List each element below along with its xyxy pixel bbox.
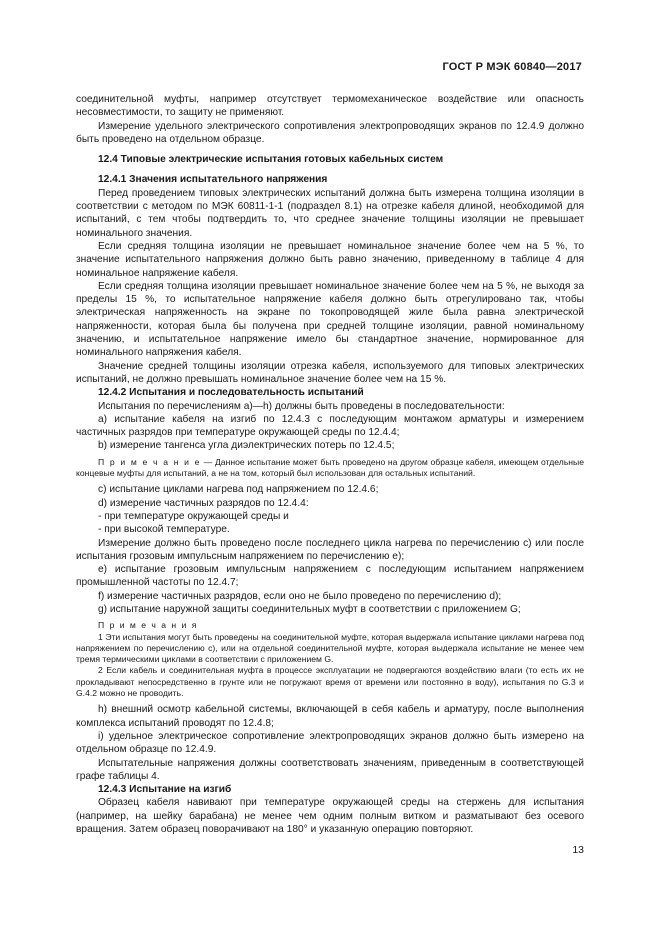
list-item-g: g) испытание наружной защиты соединительных муфт в соответствии с приложением G; — [98, 603, 521, 615]
sub-list-item: - при высокой температуре. — [98, 524, 230, 536]
list-item-e: е) испытание грозовым импульсным напряжением с последующим испытанием напряжением промышленной частоты по 12.4.7; — [76, 564, 584, 589]
list-item-h: h) внешний осмотр кабельной системы, включающей в себя кабель и арматуру, после выполнения комплекса испытаний проводят по 12.4.8; — [76, 704, 584, 729]
note-label: П р и м е ч а н и е — [98, 456, 201, 467]
paragraph: Измерение должно быть проведено после последнего цикла нагрева по перечислению с) или после испытания грозовым импульсным напряжением по перечислению е); — [76, 537, 584, 562]
note-2: 2 Если кабель и соединительная муфта в процессе эксплуатации не подвергаются воздействию влаги (то есть их не прокладывают непосредственно в грунте или не погружают время от времени или постоянно в воду), испытания по G.3 и G.4.2 можно не проводить. — [76, 665, 584, 699]
subsection-heading-12-4-2: 12.4.2 Испытания и последовательность испытаний — [98, 387, 364, 399]
subsection-heading-12-4-3: 12.4.3 Испытание на изгиб — [98, 784, 232, 796]
list-item-d: d) измерение частичных разрядов по 12.4.4: — [98, 497, 309, 509]
paragraph: Измерение удельного электрического сопротивления электропроводящих экранов по 12.4.9 должно быть проведено на отдельном образце. — [76, 120, 584, 145]
paragraph: соединительной муфты, например отсутствует термомеханическое воздействие или опасность несовместимости, то защиту не применяют. — [76, 94, 584, 119]
paragraph: Образец кабеля навивают при температуре окружающей среды на стержень для испытания (например, на шейку барабана) не менее чем одним полным витком и разматывают без осевого вращения. Затем образец поворачивают на 180° и указанную операцию повторяют. — [76, 797, 584, 836]
list-item-b: b) измерение тангенса угла диэлектрических потерь по 12.4.5; — [98, 440, 395, 452]
note-text: — Данное испытание может быть проведено на другом образце кабеля, имеющем отдельные концевые муфты для испытаний, а не на том, который был использован для остальных испытаний. — [76, 456, 584, 479]
standard-header: ГОСТ Р МЭК 60840—2017 — [442, 61, 582, 73]
list-item-c: с) испытание циклами нагрева под напряжением по 12.4.6; — [98, 484, 379, 496]
notes-label: П р и м е ч а н и я — [98, 620, 198, 631]
note-1: 1 Эти испытания могут быть проведены на соединительной муфте, которая выдержала испытание циклами нагрева под напряжением по перечислению с), или на отдельной соединительной муфте, которая выдержала испытание не менее чем тремя термическими циклами в соответствии с приложением G. — [76, 631, 584, 665]
list-item-a: а) испытание кабеля на изгиб по 12.4.3 с последующим монтажом арматуры и измерением частичных разрядов при температуре окружающей среды по 12.4.4; — [76, 413, 584, 439]
subsection-heading-12-4-1: 12.4.1 Значения испытательного напряжения — [98, 174, 328, 186]
document-body — [76, 93, 584, 836]
list-item-f: f) измерение частичных разрядов, если оно не было проведено по перечислению d); — [98, 590, 502, 602]
note — [76, 457, 584, 480]
paragraph: Если средняя толщина изоляции превышает номинальное значение более чем на 5 %, не выходя за пределы 15 %, то испытательное напряжение кабеля должно быть отрегулировано так, чтобы электрическая напряженность на экране по токопроводящей жиле была равна электрической напряженности, которая была бы получена при средней толщине изоляции, равной номинальному значению, и испытательное напряжение имело бы стандартное значение, нормированное для номинального напряжения кабеля. — [76, 280, 584, 359]
section-heading-12-4: 12.4 Типовые электрические испытания готовых кабельных систем — [98, 154, 444, 166]
paragraph: Если средняя толщина изоляции не превышает номинальное значение более чем на 5 %, то значение испытательного напряжения должно быть равно значению, приведенному в таблице 4 для номинальное напряжение кабеля. — [76, 240, 584, 279]
sub-list-item: - при температуре окружающей среды и — [98, 510, 289, 522]
list-item-i: i) удельное электрическое сопротивление электропроводящих экранов должно быть измерено на отдельном образце по 12.4.9. — [76, 730, 584, 756]
paragraph: Перед проведением типовых электрических испытаний должна быть измерена толщина изоляции в соответствии с методом по МЭК 60811-1-1 (подраздел 8.1) на отрезке кабеля длиной, необходимой для испытаний, с тем чтобы подтвердить то, что среднее значение толщины изоляции не превышает номинального значения. — [76, 187, 584, 239]
page-number: 13 — [572, 844, 584, 856]
paragraph: Испытательные напряжения должны соответствовать значениям, приведенным в соответствующей графе таблицы 4. — [76, 757, 584, 782]
paragraph: Значение средней толщины изоляции отрезка кабеля, используемого для типовых электрических испытаний, не должно превышать номинальное значение более чем на 15 %. — [76, 360, 584, 385]
paragraph: Испытания по перечислениям а)—h) должны быть проведены в последовательности: — [98, 400, 505, 412]
